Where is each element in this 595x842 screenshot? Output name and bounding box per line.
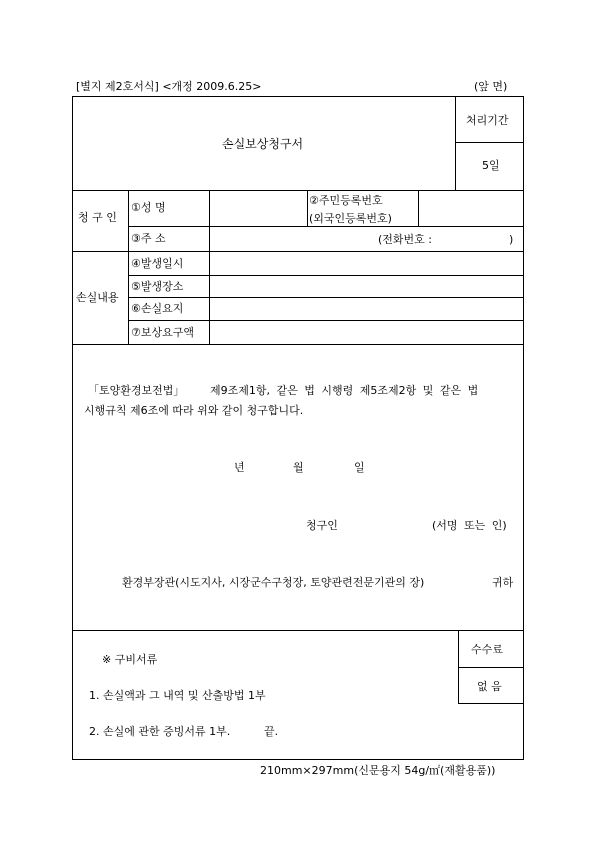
loss-summary-label: ⑥손실요지: [131, 302, 184, 315]
address-label: ③주 소: [131, 232, 166, 245]
rrn-field[interactable]: [420, 192, 522, 225]
loss-summary-field[interactable]: [211, 299, 522, 319]
compensation-amount-label: ⑦보상요구액: [131, 326, 194, 339]
loss-section-label: 손실내용: [76, 291, 119, 304]
date-year: 년: [234, 461, 245, 474]
occurrence-place-label: ⑤발생장소: [131, 280, 184, 293]
statement-line-1: 제9조제1항, 같은 법 시행령 제5조제2항 및 같은 법: [210, 384, 479, 397]
form-number: [별지 제2호서식] <개정 2009.6.25>: [76, 80, 262, 93]
statement-line-2: 시행규칙 제6조에 따라 위와 같이 청구합니다.: [84, 404, 304, 417]
claimant-signature-label: 청구인: [306, 519, 338, 532]
foreigner-registration-label: (외국인등록번호): [309, 212, 392, 225]
phone-close: ): [509, 233, 514, 246]
name-label: ①성 명: [131, 201, 166, 214]
address-field[interactable]: [211, 228, 371, 250]
compensation-amount-field[interactable]: [211, 322, 522, 343]
fee-label: 수수료: [471, 643, 503, 656]
name-field[interactable]: [211, 192, 306, 225]
required-document-2: 2. 손실에 관한 증빙서류 1부.: [89, 725, 231, 738]
fee-value: 없 음: [477, 680, 502, 693]
phone-label: (전화번호 :: [378, 233, 432, 246]
phone-field[interactable]: [446, 228, 506, 250]
recipient-honorific: 귀하: [492, 576, 514, 589]
occurrence-place-field[interactable]: [211, 277, 522, 296]
claimant-section-label: 청 구 인: [78, 211, 117, 224]
occurrence-date-field[interactable]: [211, 253, 522, 274]
date-day: 일: [354, 461, 365, 474]
page-side: (앞 면): [474, 80, 508, 93]
rrn-label: ②주민등록번호: [309, 194, 383, 207]
form-title: 손실보상청구서: [222, 137, 304, 151]
required-document-1: 1. 손실액과 그 내역 및 산출방법 1부: [89, 689, 266, 702]
end-mark: 끝.: [264, 725, 279, 738]
date-month: 월: [293, 461, 304, 474]
recipient: 환경부장관(시도지사, 시장군수구청장, 토양관련전문기관의 장): [122, 576, 425, 589]
processing-period-label: 처리기간: [466, 114, 509, 127]
processing-period-value: 5일: [482, 159, 500, 172]
required-documents-title: ※ 구비서류: [102, 653, 158, 666]
paper-spec-footer: 210mm×297mm(신문용지 54g/㎡(재활용품)): [260, 764, 496, 777]
law-name: 「토양환경보전법」: [88, 384, 185, 397]
occurrence-date-label: ④발생일시: [131, 257, 184, 270]
signature-placeholder: (서명 또는 인): [432, 519, 507, 532]
